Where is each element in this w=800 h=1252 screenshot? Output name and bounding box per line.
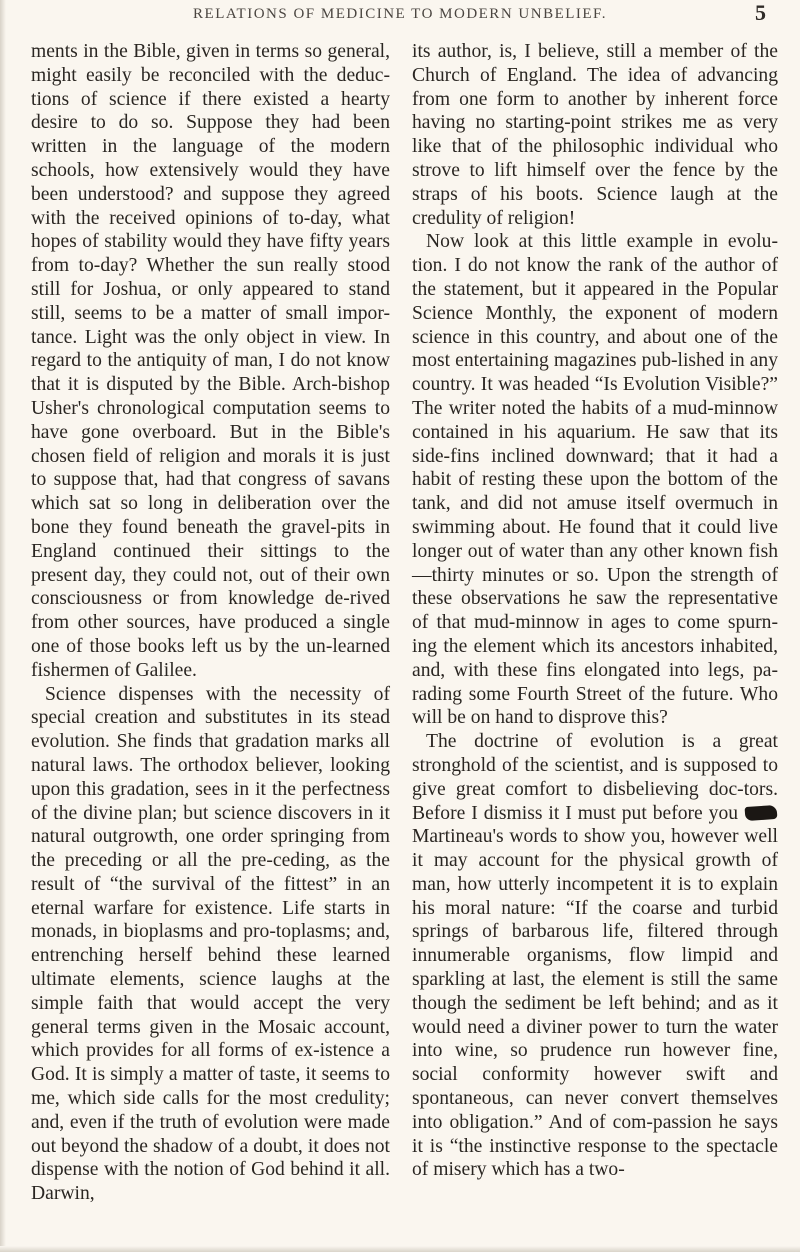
left-paragraph-1: ments in the Bible, given in terms so general, might easily be reconciled with the deduc-tions of science if there existed a hearty desire to do so. Suppose they had been written in the language of the modern schools, how extensively would they have been understood? and suppose they agreed with the received opinions of to-day, what hopes of stability would they have fifty years from to-day? Whether the sun really stood still for Joshua, or only appeared to stand still, seems to be a matter of small impor-tance. Light was the only object in view. In regard to the antiquity of man, I do not know that it is disputed by the Bible. Arch-bishop Usher's chronological computation seems to have gone overboard. But in the Bible's chosen field of religion and morals it is just to suppose that, had that congress of savans which sat so long in deliberation over the bone they found beneath the gravel-pits in England continued their sittings to the present day, they could not, out of their own consciousness or from knowledge de-rived from other sources, have produced a single one of those books left us by the un-learned fishermen of Galilee. xyxy=(31,41,390,681)
right-column xyxy=(412,40,778,1182)
left-paragraph-2: Science dispenses with the necessity of special creation and substitutes in its stead evolution. She finds that gradation marks all natural laws. The orthodox believer, looking upon this gradation, sees in it the perfectness of the divine plan; but science discovers in it natural outgrowth, one order springing from the preceding or all the pre-ceding, as the result of “the survival of the fittest” in an eternal warfare for existence. Life starts in monads, in bioplasms and pro-toplasms; and, entrenching herself behind these learned ultimate elements, science laughs at the simple faith that would accept the very general terms given in the Mosaic account, which provides for all forms of ex-istence a God. It is simply a matter of taste, it seems to me, which side calls for the most credulity; and, even if the truth of evolution were made out beyond the shadow of a doubt, it does not dispense with the notion of God behind it all. Darwin, xyxy=(31,683,390,1205)
right-paragraph-1: its author, is, I believe, still a member of the Church of England. The idea of advancing from one form to another by inherent force having no starting-point strikes me as very like that of the philosophic individual who strove to lift himself over the fence by the straps of his boots. Science laugh at the credulity of religion! xyxy=(412,41,778,229)
right-paragraph-3-rest: Martineau's words to show you, however well it may account for the physical growth of man, how utterly incompetent it is to explain his moral nature: “If the coarse and turbid springs of barbarous life, filtered through innumerable organisms, flow limpid and sparkling at last, the element is still the same though the sediment be left behind; and as it would need a diviner power to turn the water into wine, so prudence run however fine, social conformity however swift and spontaneous, can never convert themselves into obligation.” And of com-passion he says it is “the instinctive response to the spectacle of misery which has a two- xyxy=(412,826,778,1181)
running-head: RELATIONS OF MEDICINE TO MODERN UNBELIEF. xyxy=(193,6,607,22)
right-paragraph-3 xyxy=(412,730,778,1182)
page-left-edge-shadow xyxy=(0,0,6,1252)
right-paragraph-2: Now look at this little example in evolu-tion. I do not know the rank of the author of the statement, but it appeared in the Popular Science Monthly, the exponent of modern science in this country, and about one of the most entertaining magazines pub-lished in any country. It was headed “Is Evolution Visible?” The writer noted the habits of a mud-minnow contained in his aquarium. He saw that its side-fins inclined downward; that it had a habit of resting these upon the bottom of the tank, and did not amuse itself overmuch in swimming about. He found that it could live longer out of water than any other known fish—thirty minutes or so. Upon the strength of these observations he saw the representative of that mud-minnow in ages to come spurn-ing the element which its ancestors inhabited, and, with these fins elongated into legs, pa-rading some Fourth Street of the future. Who will be on hand to disprove this? xyxy=(412,231,778,729)
right-paragraph-3-start: The doctrine of evolution is a great stronghold of the scientist, and is supposed to give great comfort to disbelieving doc-tors. Before I dismiss it I must put before you xyxy=(412,731,778,824)
page-bottom-edge-shadow xyxy=(0,1246,800,1252)
left-column xyxy=(31,40,390,1206)
page-number: 5 xyxy=(755,0,766,25)
page-header xyxy=(0,0,800,25)
ink-blot-mark xyxy=(745,804,778,820)
